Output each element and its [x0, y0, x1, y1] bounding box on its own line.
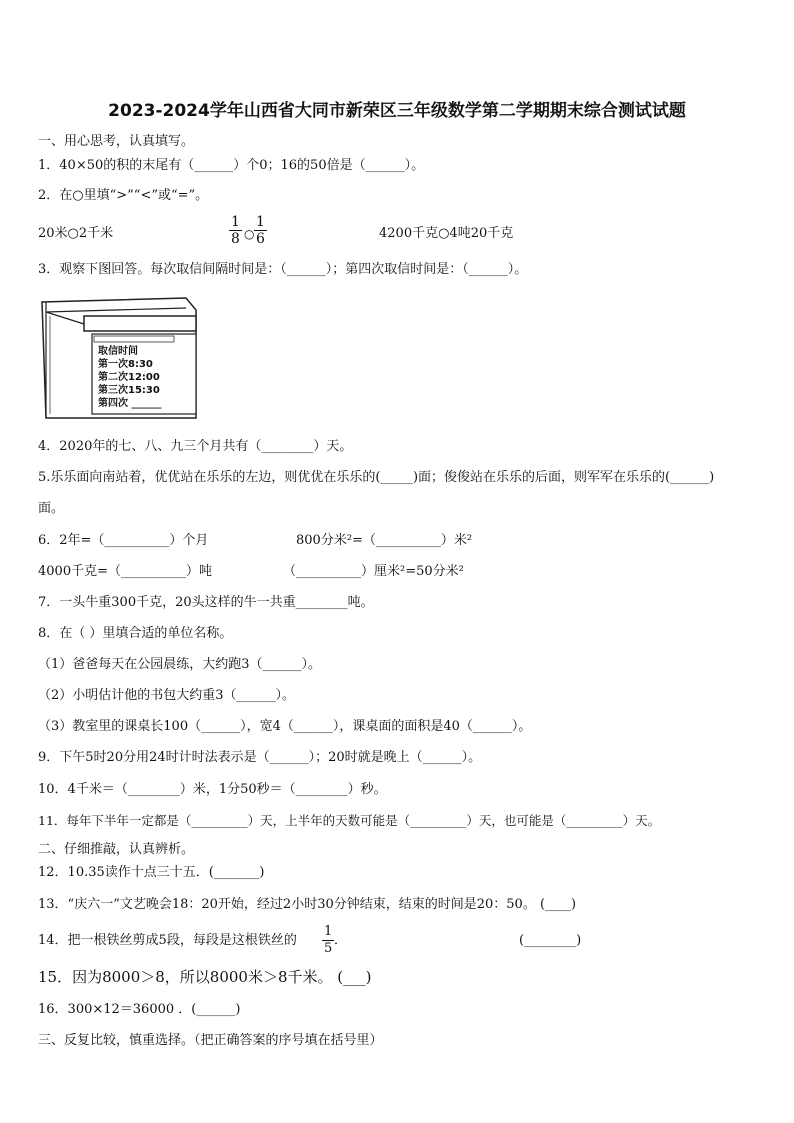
question-12: 12．10.35读作十点三十五．(_______): [38, 865, 265, 880]
question-11: 11．每年下半年一定都是（_________）天，上半年的天数可能是（_________）天，也可能是（_________）天。: [38, 813, 661, 828]
question-5-cont: 面。: [38, 501, 65, 516]
question-8: 8．在（ ）里填合适的单位名称。: [38, 626, 233, 641]
question-2: 2．在○里填“>”“<”或“=”。: [38, 188, 209, 203]
section-2-heading: 二、仔细推敲，认真辨析。: [38, 842, 195, 857]
question-7: 7．一头牛重300千克，20头这样的牛一共重________吨。: [38, 595, 374, 610]
compare-circle: ○: [244, 227, 255, 241]
mailbox-heading: 取信时间: [98, 346, 138, 357]
question-15: 15．因为8000＞8，所以8000米＞8千米。 (___): [38, 968, 372, 986]
section-3-heading: 三、反复比较，慎重选择。（把正确答案的序号填在括号里）: [38, 1033, 383, 1048]
section-1-heading: 一、用心思考，认真填写。: [38, 134, 195, 149]
question-6d: （__________）厘米²=50分米²: [283, 564, 464, 579]
question-9: 9．下午5时20分用24时计时法表示是（______）；20时就是晚上（______）。: [38, 750, 482, 765]
fraction-numerator: 1: [256, 214, 265, 230]
question-6a: 6．2年=（__________）个月: [38, 533, 209, 548]
question-1: 1．40×50的积的末尾有（______）个0；16的50倍是（______）。: [38, 158, 425, 173]
page-title: 2023-2024学年山西省大同市新荣区三年级数学第二学期期末综合测试试题: [108, 101, 686, 121]
fraction-one-fifth: [322, 924, 334, 957]
question-14-text: 14．把一根铁丝剪成5段，每段是这根铁丝的: [38, 933, 297, 948]
question-8-2: （2）小明估计他的书包大约重3（______）。: [38, 688, 296, 703]
question-13: 13．“庆六一”文艺晚会18：20开始，经过2小时30分钟结束，结束的时间是20：50。 (____): [38, 897, 577, 912]
question-2a: 20米○2千米: [38, 226, 114, 241]
fraction-denominator: 5: [324, 941, 333, 956]
mailbox-illustration: [36, 296, 206, 420]
question-8-1: （1）爸爸每天在公园晨练，大约跑3（______）。: [38, 657, 322, 672]
question-10: 10．4千米＝（________）米，1分50秒＝（________）秒。: [38, 782, 387, 797]
fraction-numerator: 1: [324, 924, 333, 939]
mailbox-row-1: 第一次8:30: [98, 359, 153, 370]
question-6b: 800分米²=（__________）米²: [296, 533, 473, 548]
question-4: 4．2020年的七、八、九三个月共有（________）天。: [38, 439, 353, 454]
question-6c: 4000千克=（__________）吨: [38, 564, 212, 579]
question-14-blank: (________): [519, 933, 582, 948]
question-14: [38, 932, 297, 950]
mailbox-row-3: 第三次15:30: [98, 385, 160, 396]
fraction-denominator: 8: [231, 231, 240, 247]
fraction-denominator: 6: [256, 231, 265, 247]
fraction-one-sixth: [254, 214, 267, 247]
question-5: 5.乐乐面向南站着，优优站在乐乐的左边，则优优在乐乐的(_____)面；俊俊站在乐乐的后面，则军军在乐乐的(______): [38, 470, 715, 485]
question-16: 16．300×12＝36000 ．(______): [38, 1002, 241, 1017]
mailbox-row-4: 第四次 ______: [98, 398, 162, 409]
fraction-numerator: 1: [231, 214, 240, 230]
mailbox-row-2: 第二次12:00: [98, 372, 160, 383]
question-14-dot: ．: [334, 933, 348, 948]
question-2c: 4200千克○4吨20千克: [379, 226, 514, 241]
question-3: 3．观察下图回答。每次取信间隔时间是：（______）；第四次取信时间是：（______）。: [38, 262, 528, 277]
fraction-one-eighth: [229, 214, 242, 247]
question-8-3: （3）教室里的课桌长100（______），宽4（______），课桌面的面积是40（______）。: [38, 719, 532, 734]
